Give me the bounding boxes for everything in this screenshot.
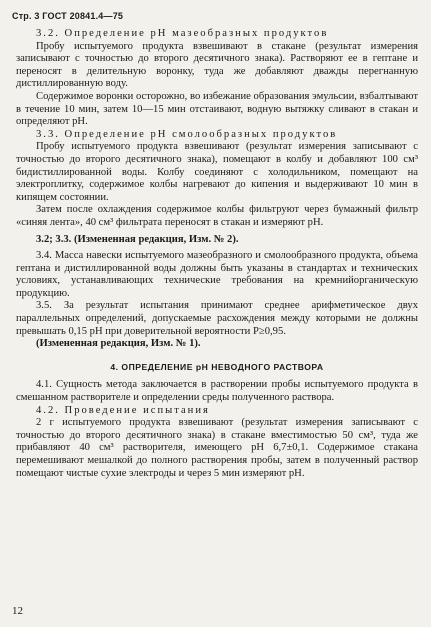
paragraph: 3.4. Масса навески испытуемого мазеобразного и смолообразного продукта, объема гептана и дистиллированной воды должны быть указаны в стандартах и технических условиях, устанавливающих технические требования на кремнийорганическую продукцию. — [16, 250, 418, 299]
subsection-heading-3-2: 3.2. Определение pH мазеобразных продуктов — [36, 28, 329, 39]
paragraph: 2 г испытуемого продукта взвешивают (результат измерения записывают с точностью до второго десятичного знака) в стакане вместимостью 50 см³, туда же прибавляют 40 см³ растворителя, имеющего pH 6,7±0,1. Содержимое стакана перемешивают мешалкой до полного растворения пробы, затем в полученный раствор помещают чистые сухие электроды и через 5 мин измеряют pH. — [16, 417, 418, 479]
amendment-note: (Измененная редакция, Изм. № 1). — [36, 338, 201, 350]
document-body — [16, 28, 418, 480]
subsection-heading-3-3: 3.3. Определение pH смолообразных продуктов — [36, 128, 338, 140]
paragraph: Затем после охлаждения содержимое колбы фильтруют через бумажный фильтр «синяя лента», 40 см³ фильтрата переносят в стакан и измеряют pH. — [16, 204, 418, 228]
paragraph: Пробу испытуемого продукта взвешивают (результат измерения записывают с точностью до второго десятичного знака), помещают в колбу и добавляют 100 см³ бидистиллированной воды. Колбу соединяют с холодильником, помещают на электроплитку, содержимое колбы нагревают до кипения и выдерживают 10 мин в кипящем состоянии. — [16, 141, 418, 203]
subsection-heading-4-2: 4.2. Проведение испытания — [36, 404, 210, 416]
section-title: 4. ОПРЕДЕЛЕНИЕ pH НЕВОДНОГО РАСТВОРА — [110, 361, 324, 372]
paragraph: 3.5. За результат испытания принимают среднее арифметическое двух параллельных определений, допускаемые расхождения между которыми не должны превышать 0,15 pH при доверительной вероятности P≥0,95. — [16, 300, 418, 337]
paragraph: 4.1. Сущность метода заключается в растворении пробы испытуемого продукта в смешанном растворителе и определении среды полученного раствора. — [16, 379, 418, 404]
page-header: Стр. 3 ГОСТ 20841.4—75 — [12, 11, 124, 21]
page-number: 12 — [12, 605, 23, 617]
paragraph: Пробу испытуемого продукта взвешивают в стакане (результат измерения записывают с точностью до второго десятичного знака). Растворяют ее в гептане и переносят в делительную воронку, туда же добавляют дважды перегнанную дистиллированную воду. — [16, 40, 418, 90]
amendment-note: 3.2; 3.3. (Измененная редакция, Изм. № 2). — [36, 233, 239, 245]
paragraph: Содержимое воронки осторожно, во избежание образования эмульсии, взбалтывают в течение 10 мин, затем 10—15 мин отстаивают, водную вытяжку сливают в стакан и определяют pH. — [16, 90, 418, 128]
